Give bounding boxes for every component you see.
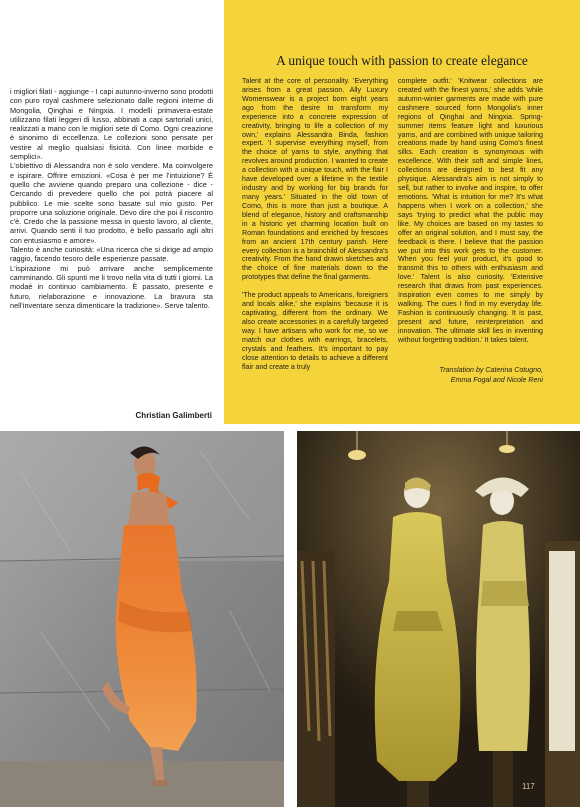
translation-credit-line: Emma Fogal and Nicole Reni	[450, 375, 543, 384]
photo-mannequins-illustration	[297, 431, 580, 807]
photo-woman-orange-dress	[0, 431, 284, 807]
translation-credit-line: Translation by Caterina Cotugno,	[439, 366, 543, 374]
translation-credit	[398, 366, 543, 385]
english-paragraph: complete outfit.' 'Knitwear collections are created with the finest yarns,' she adds 'while autumn-winter garments are made with pure cashmere sourced form Mongolia's inner regions of Qinghai and Ningxia. Spring-summer items feature light and luxurious yarns, and are combined with unique tailoring creations made by hand using Como's finest silks. Each creation is synonymous with excellence. With their soft and simple lines, collections are designed to best fit any physique. Alessandra's aim is not simply to sell, but rather to involve and inspire, to offer emotions. 'What is intuition for me? It's what happens when I work on a collection,' she says 'trying to predict what the public may like. My choices are based on my tastes to offer an original solution, and I must say, the feedback is there. I believe that the passion we put into this work gets to the customer. When you feel your product, it's good to transmit this to others with enthusiasm and love.' Talent is also curiosity. 'Extensive research that draws from past experiences. Inspiration even comes to me simply by walking. The cues I find in my everyday life. Fashion is continuously changing. It is past, present and future, reinterpretation and innovation. The ultimate skill lies in inventing without forgetting tradition.' It takes talent.	[398, 77, 543, 344]
author-signature: Christian Galimberti	[135, 411, 212, 420]
italian-paragraph: L'ispirazione mi può arrivare anche semplicemente camminando. Gli spunti me li trovo nella vita di tutti i giorni. La modaè in continuo cambiamento. È passato, presente e futuro, rielaborazione e innovazione. La bravura sta nell'inventare senza dimenticare la tradizione». Serve talento.	[10, 263, 213, 310]
photo-boutique-mannequins	[297, 431, 580, 807]
english-column-1	[242, 77, 388, 372]
english-paragraph: Talent at the core of personality. 'Everything arises from a great passion. Ally Luxury Womenswear is a project born eight years ago from the desire to transform my experience into a concrete expression of creativity, bringing to life a collection of my own,' explains Alessandra Binda, fashion expert. 'I supervise everything myself, from the choice of yarns to style, anything that revolves around production. I wanted to create a collection with a unique touch, with the flair I have developed over a lifetime in the textile industry and by working for big brands for many years.' Situated in the old town of Como, this is more than just a boutique. A blend of elegance, history and craftsmanship in a historic yet charming location built on Roman foundations and enriched by frescoes from an ancient 17th century parish. Here every collection is a brainchild of Alessandra's creativity. From the hand drawn sketches and the choice of fine materials down to the prototypes that define the final garments.	[242, 77, 388, 282]
italian-column	[10, 87, 213, 310]
page-number: 117	[522, 782, 535, 791]
italian-paragraph: i migliori filati - aggiunge - I capi autunno-inverno sono prodotti con puro royal cashmere selezionato dalle regioni interne di Mongolia, Qinghai e Ningxia. I modelli primavera-estate utilizzano filati leggeri di lusso, abbinati a capi sartoriali unici, realizzati a mano con le migliori sete di Como. Ogni creazione è sinonimo di eccellenza. Le collezioni sono pensate per vestire al meglio qualsiasi fisicità. Con linee morbide e semplici».	[10, 87, 213, 162]
italian-paragraph: Talento è anche curiosità: «Una ricerca che si dirige ad ampio raggio, facendo tesoro delle esperienze passate.	[10, 245, 213, 264]
italian-paragraph: L'obiettivo di Alessandra non è solo vendere. Ma coinvolgere e ispirare. Offrire emozioni. «Cosa è per me l'intuizione? È quello che avviene quando preparo una collezione - dice - Cercando di prevedere quello che poi potrà piacere al pubblico. Le mie scelte sono basate sul mio gusto. Per proporre una soluzione originale. Devo dire che poi il riscontro c'è. Credo che la passione messa in questo lavoro, al cliente, arrivi. Quando senti il tuo prodotto, è bello passarlo agli altri con entusiasmo e amore».	[10, 161, 213, 245]
english-paragraph: 'The product appeals to Americans, foreigners and locals alike,' she explains 'because it is captivating, different from the ordinary. We also create accessories in a carefully targeted way. I have artisans who work for me, so we match our clothes with earrings, bracelets, crystals and feathers. It's important to pay close attention to details to achieve a different flair and create a truly	[242, 291, 388, 371]
article-headline: A unique touch with passion to create elegance	[276, 53, 528, 68]
photo-woman-illustration	[0, 431, 284, 807]
english-column-2	[398, 77, 543, 345]
